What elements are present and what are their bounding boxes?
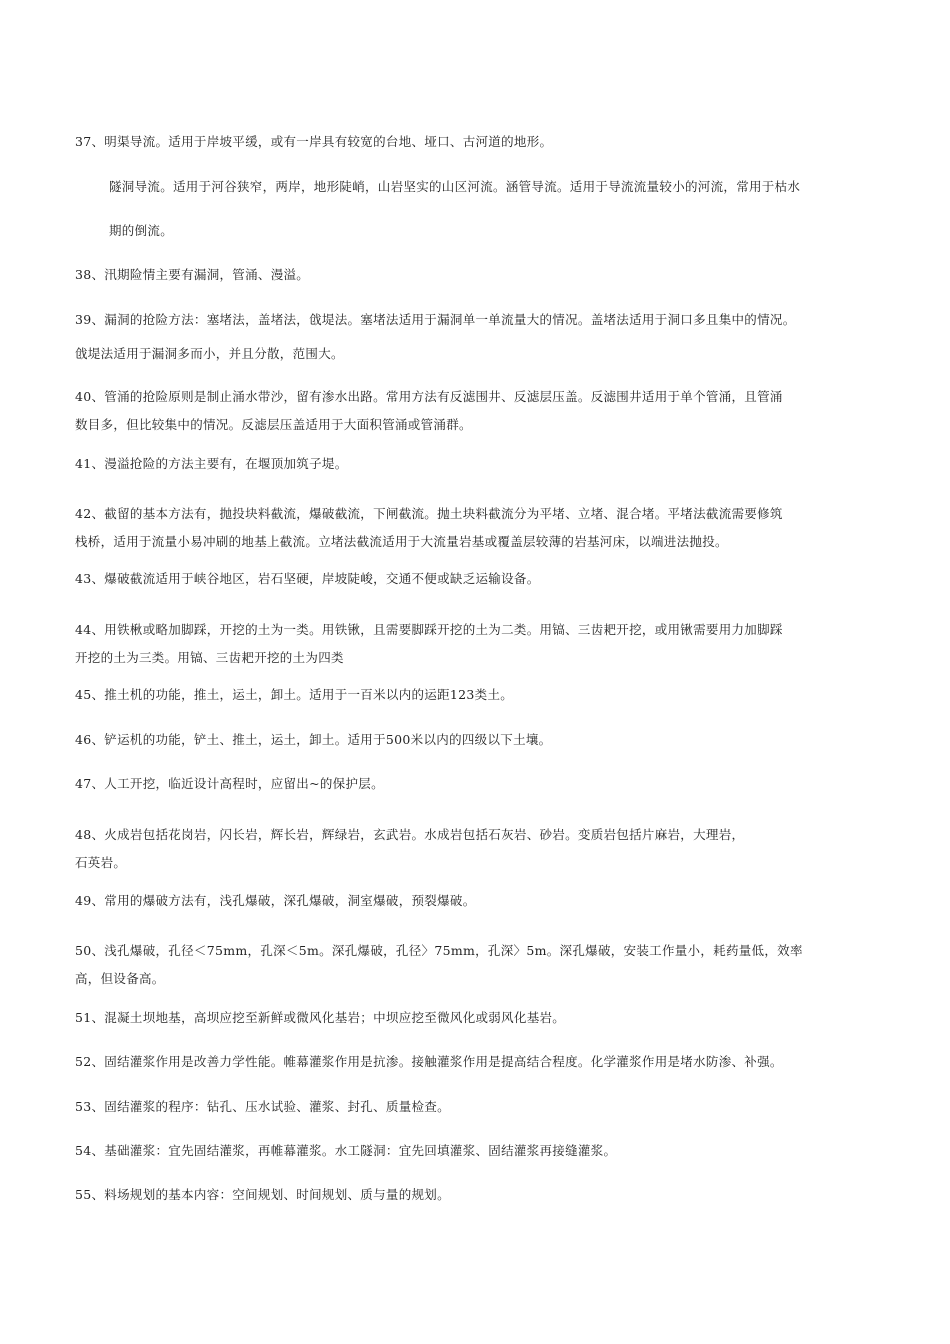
item-37-line-2: 隧洞导流。适用于河谷狭窄，两岸，地形陡峭，山岩坚实的山区河流。涵管导流。适用于导流流量较小的河流，常用于枯水 xyxy=(109,179,801,194)
item-53-line-1: 53、固结灌浆的程序：钻孔、压水试验、灌浆、封孔、质量检查。 xyxy=(75,1099,450,1114)
item-45-line-1: 45、推土机的功能，推土，运土，卸土。适用于一百米以内的运距123类土。 xyxy=(75,687,514,702)
item-40-line-2: 数目多，但比较集中的情况。反滤层压盖适用于大面积管涌或管涌群。 xyxy=(75,417,472,432)
item-51-line-1: 51、混凝土坝地基，高坝应挖至新鲜或微风化基岩；中坝应挖至微风化或弱风化基岩。 xyxy=(75,1010,566,1025)
item-50-line-2: 高，但设备高。 xyxy=(75,971,165,986)
item-43-line-1: 43、爆破截流适用于峡谷地区，岩石坚硬，岸坡陡峻，交通不便或缺乏运输设备。 xyxy=(75,571,540,586)
item-44-line-2: 开挖的土为三类。用镐、三齿耙开挖的土为四类 xyxy=(75,650,344,665)
item-54-line-1: 54、基础灌浆：宜先固结灌浆，再帷幕灌浆。水工隧洞：宜先回填灌浆、固结灌浆再接缝灌浆。 xyxy=(75,1143,617,1158)
item-52-line-1: 52、固结灌浆作用是改善力学性能。帷幕灌浆作用是抗渗。接触灌浆作用是提高结合程度。化学灌浆作用是堵水防渗、补强。 xyxy=(75,1054,783,1069)
item-41-line-1: 41、漫溢抢险的方法主要有，在堰顶加筑子堤。 xyxy=(75,456,348,471)
item-46-line-1: 46、铲运机的功能，铲土、推土，运土，卸土。适用于500米以内的四级以下土壤。 xyxy=(75,732,552,747)
item-50-line-1: 50、浅孔爆破，孔径＜75mm，孔深＜5m。深孔爆破，孔径〉75mm，孔深〉5m。深孔爆破，安装工作量小，耗药量低，效率 xyxy=(75,943,803,958)
item-47-line-1: 47、人工开挖，临近设计高程时，应留出~的保护层。 xyxy=(75,776,384,791)
item-42-line-2: 栈桥，适用于流量小易冲刷的地基上截流。立堵法截流适用于大流量岩基或覆盖层较薄的岩基河床，以端进法抛投。 xyxy=(75,534,728,549)
item-39-line-1: 39、漏洞的抢险方法：塞堵法，盖堵法，戗堤法。塞堵法适用于漏洞单一单流量大的情况。盖堵法适用于洞口多且集中的情况。 xyxy=(75,312,796,327)
item-38-line-1: 38、汛期险情主要有漏洞，管涌、漫溢。 xyxy=(75,267,310,282)
item-42-line-1: 42、截留的基本方法有，抛投块料截流，爆破截流，下闸截流。抛土块料截流分为平堵、立堵、混合堵。平堵法截流需要修筑 xyxy=(75,506,783,521)
item-55-line-1: 55、料场规划的基本内容：空间规划、时间规划、质与量的规划。 xyxy=(75,1187,450,1202)
item-44-line-1: 44、用铁楸或略加脚踩，开挖的土为一类。用铁锹，且需要脚踩开挖的土为二类。用镐、三齿耙开挖，或用锹需要用力加脚踩 xyxy=(75,622,783,637)
item-37-line-3: 期的倒流。 xyxy=(109,223,174,238)
item-48-line-2: 石英岩。 xyxy=(75,855,127,870)
item-39-line-2: 戗堤法适用于漏洞多而小，并且分散，范围大。 xyxy=(75,346,344,361)
item-37-line-1: 37、明渠导流。适用于岸坡平缓，或有一岸具有较宽的台地、垭口、古河道的地形。 xyxy=(75,134,553,149)
item-40-line-1: 40、管涌的抢险原则是制止涌水带沙，留有渗水出路。常用方法有反滤围井、反滤层压盖。反滤围井适用于单个管涌，且管涌 xyxy=(75,389,783,404)
item-48-line-1: 48、火成岩包括花岗岩，闪长岩，辉长岩，辉绿岩，玄武岩。水成岩包括石灰岩、砂岩。变质岩包括片麻岩，大理岩， xyxy=(75,827,745,842)
item-49-line-1: 49、常用的爆破方法有，浅孔爆破，深孔爆破，洞室爆破，预裂爆破。 xyxy=(75,893,476,908)
